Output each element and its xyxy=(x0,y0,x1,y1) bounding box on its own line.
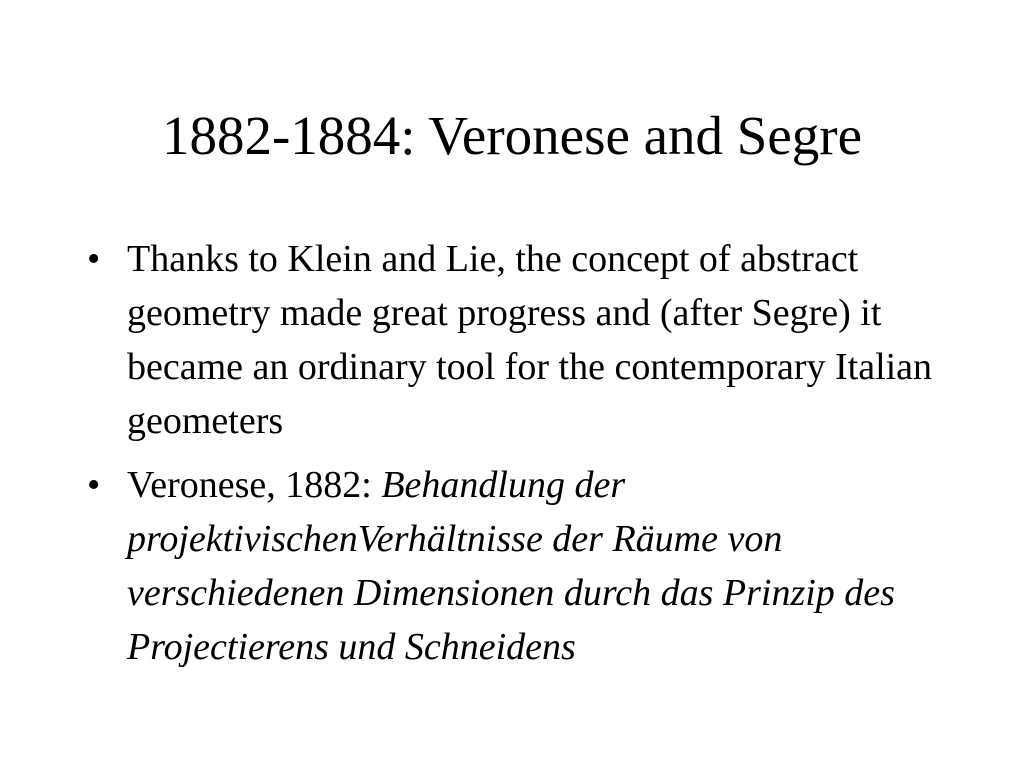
bullet-list xyxy=(87,232,947,684)
bullet-text-prefix: Veronese, 1882: xyxy=(127,464,382,506)
bullet-item-veronese xyxy=(87,458,947,674)
bullet-text: Thanks to Klein and Lie, the concept of abstract geometry made great progress and (after Segre) it became an ordinary tool for the contemporary Italian geometers xyxy=(127,238,933,442)
bullet-text-italic-title: Behandlung der projektivischenVerhältnisse der Räume von verschiedenen Dimensionen durch das Prinzip des Projectierens und Schneidens xyxy=(127,464,895,668)
bullet-item-klein-lie xyxy=(87,232,947,448)
slide-title: 1882-1884: Veronese and Segre xyxy=(161,105,863,166)
bullet-icon: • xyxy=(87,464,101,506)
bullet-icon: • xyxy=(87,238,101,280)
